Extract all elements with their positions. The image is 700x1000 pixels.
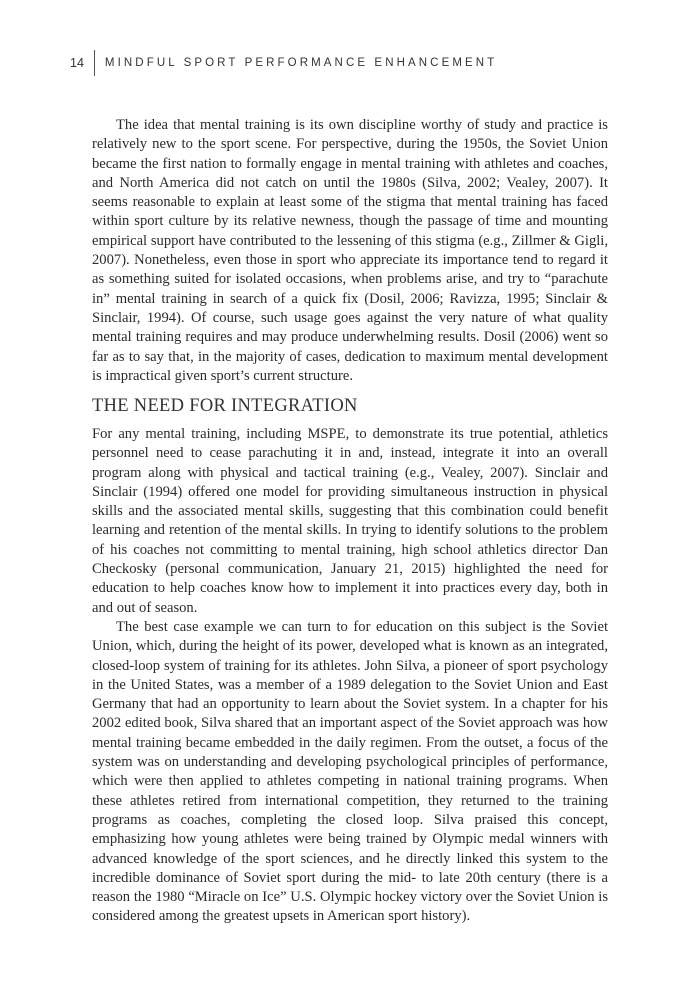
body-paragraph: The best case example we can turn to for education on this subject is the Soviet Union, which, during the height of its power, developed what is known as an integrated, closed-loop system of training for its athletes. John Silva, a pioneer of sport psychology in the United States, was a member of a 1989 delegation to the Soviet Union and East Germany that had an opportunity to learn about the Soviet system. In a chapter for his 2002 edited book, Silva shared that an important aspect of the Soviet approach was how mental training became embedded in the daily regimen. From the outset, a focus of the system was on understanding and developing psychological principles of performance, which were then applied to athletes competing in national training programs. When these athletes retired from international competition, they returned to the training programs as coaches, completing the closed loop. Silva praised this concept, emphasizing how young athletes were being trained by Olympic medal winners with advanced knowledge of the sport sciences, and he directly linked this system to the incredible dominance of Soviet sport during the mid- to late 20th century (there is a reason the 1980 “Miracle on Ice” U.S. Olympic hockey victory over the Soviet Union is considered among the greatest upsets in American sport history).	[92, 618, 608, 925]
page-number: 14	[70, 56, 84, 70]
running-title: MINDFUL SPORT PERFORMANCE ENHANCEMENT	[104, 57, 498, 69]
body-paragraph: The idea that mental training is its own discipline worthy of study and practice is relatively new to the sport scene. For perspective, during the 1950s, the Soviet Union became the first nation to formally engage in mental training with athletes and coaches, and North America did not catch on until the 1980s (Silva, 2002; Vealey, 2007). It seems reasonable to explain at least some of the stigma that mental training has faced within sport culture by its relative newness, though the passage of time and mounting empirical support have contributed to the lessening of this stigma (e.g., Zillmer & Gigli, 2007). Nonetheless, even those in sport who appreciate its importance tend to regard it as something suited for isolated occasions, when problems arise, and try to “parachute in” mental training in search of a quick fix (Dosil, 2006; Ravizza, 1995; Sinclair & Sinclair, 1994). Of course, such usage goes against the very nature of what quality mental training requires and may produce underwhelming results. Dosil (2006) went so far as to say that, in the majority of cases, dedication to maximum mental development is impractical given sport’s current structure.	[92, 117, 608, 384]
running-header	[70, 50, 497, 76]
body-paragraph: For any mental training, including MSPE, to demonstrate its true potential, athletics personnel need to cease parachuting it in and, instead, integrate it into an overall program along with physical and tactical training (e.g., Vealey, 2007). Sinclair and Sinclair (1994) offered one model for providing simultaneous instruction in physical skills and the associated mental skills, suggesting that this combination could benefit learning and retention of the mental skills. In trying to identify solutions to the problem of his coaches not committing to mental training, high school athletics director Dan Checkosky (personal communication, January 21, 2015) highlighted the need for education to help coaches know how to implement it into practices every day, both in and out of season.	[92, 426, 608, 616]
section-text-block	[92, 425, 608, 927]
section-heading: THE NEED FOR INTEGRATION	[92, 396, 358, 416]
header-divider	[94, 50, 95, 76]
intro-text-block	[92, 116, 608, 386]
